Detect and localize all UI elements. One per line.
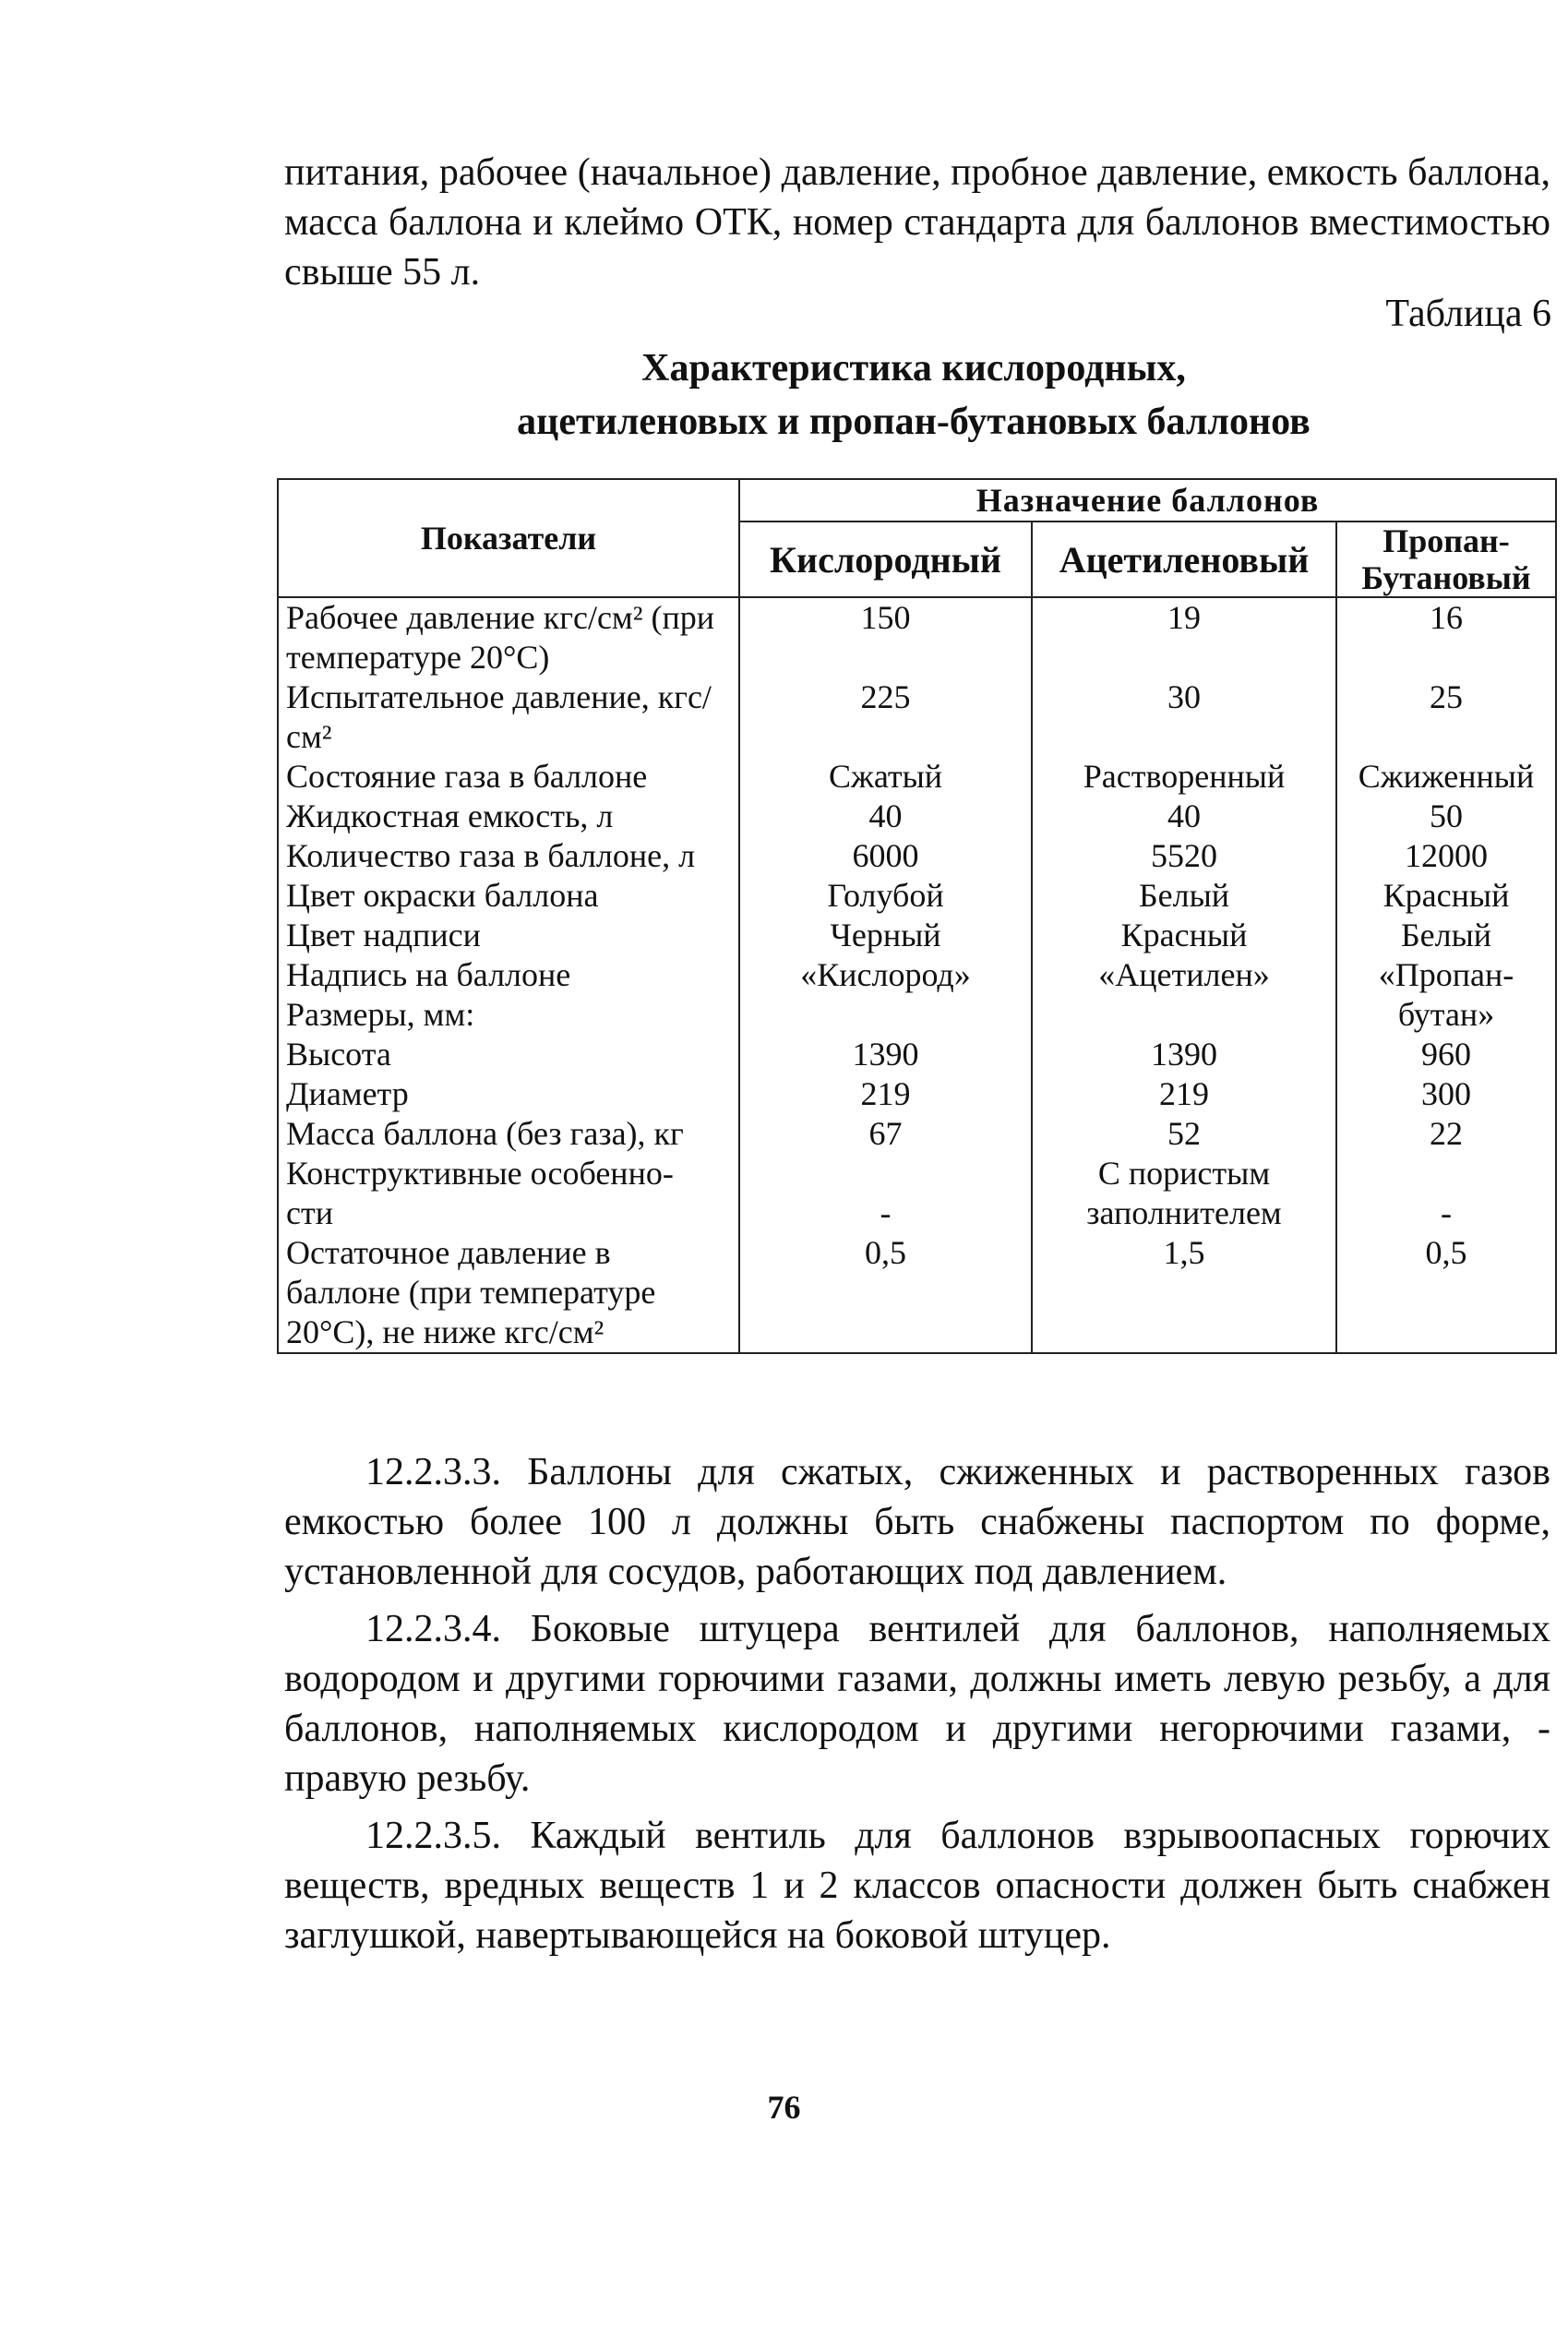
oxygen-value-cell: 150 (739, 597, 1032, 677)
param-cell: Остаточное давление в баллоне (при температуре 20°С), не ниже кгс/см² (278, 1233, 739, 1353)
table-label: Таблица 6 (1385, 293, 1551, 335)
page-number: 76 (767, 2089, 801, 2126)
oxygen-value-cell: - (739, 1193, 1032, 1233)
param-cell: Количество газа в баллоне, л (278, 836, 739, 876)
param-cell: сти (278, 1193, 739, 1233)
table-title-line-2: ацетиленовых и пропан-бутановых баллонов (517, 401, 1311, 443)
header-cylinder-purpose: Назначение баллонов (739, 479, 1556, 522)
header-oxygen: Кислородный (739, 522, 1032, 597)
oxygen-value-cell: Сжатый (739, 757, 1032, 797)
acetylene-value-cell: 52 (1032, 1114, 1336, 1154)
table-row (278, 916, 1556, 955)
param-cell: Надпись на баллоне (278, 955, 739, 995)
oxygen-value-cell: Черный (739, 916, 1032, 955)
table-row (278, 1074, 1556, 1114)
oxygen-value-cell: 0,5 (739, 1233, 1032, 1353)
oxygen-value-cell: 1390 (739, 1035, 1032, 1074)
table-row (278, 836, 1556, 876)
param-cell: Высота (278, 1035, 739, 1074)
acetylene-value-cell: Растворенный (1032, 757, 1336, 797)
propane-value-cell: 960 (1336, 1035, 1556, 1074)
acetylene-value-cell: 1,5 (1032, 1233, 1336, 1353)
table-title-line-1: Характеристика кислородных, (641, 347, 1186, 390)
oxygen-value-cell: 225 (739, 677, 1032, 757)
cylinder-spec-table (277, 478, 1557, 1354)
acetylene-value-cell: «Ацетилен» (1032, 955, 1336, 995)
paragraph-text: 12.2.3.5. Каждый вентиль для баллонов взрывоопасных горючих веществ, вредных веществ 1 и 2 классов опасности должен быть снабжен заглушкой, навертывающейся на боковой штуцер. (284, 1815, 1550, 1957)
table-row (278, 1114, 1556, 1154)
paragraph-12-2-3-3 (284, 1447, 1550, 1597)
acetylene-value-cell: Белый (1032, 876, 1336, 916)
oxygen-value-cell: 6000 (739, 836, 1032, 876)
propane-value-cell: 22 (1336, 1114, 1556, 1154)
table-row (278, 797, 1556, 836)
header-acetylene: Ацетиленовый (1032, 522, 1336, 597)
acetylene-value-cell: Красный (1032, 916, 1336, 955)
table-row (278, 597, 1556, 677)
param-cell: Состояние газа в баллоне (278, 757, 739, 797)
propane-value-cell: 0,5 (1336, 1233, 1556, 1353)
header-parameters: Показатели (278, 479, 739, 597)
table-row (278, 1233, 1556, 1353)
param-cell: Размеры, мм: (278, 995, 739, 1035)
table-row (278, 876, 1556, 916)
propane-value-cell: 16 (1336, 597, 1556, 677)
param-cell: Рабочее давление кгс/см² (при температуре 20°С) (278, 597, 739, 677)
param-cell: Конструктивные особенно- (278, 1154, 739, 1193)
propane-value-cell: 12000 (1336, 836, 1556, 876)
paragraph-12-2-3-5 (284, 1811, 1550, 1960)
intro-paragraph: питания, рабочее (начальное) давление, пробное давление, емкость баллона, масса баллона и клеймо ОТК, номер стандарта для баллонов вместимостью свыше 55 л. (284, 151, 1550, 294)
param-cell: Жидкостная емкость, л (278, 797, 739, 836)
paragraph-12-2-3-4 (284, 1604, 1550, 1804)
table-row (278, 995, 1556, 1035)
param-cell: Испытательное давление, кгс/см² (278, 677, 739, 757)
propane-value-cell: бутан» (1336, 995, 1556, 1035)
table-row (278, 1193, 1556, 1233)
propane-value-cell: 50 (1336, 797, 1556, 836)
table-row (278, 757, 1556, 797)
propane-value-cell: Белый (1336, 916, 1556, 955)
oxygen-value-cell: «Кислород» (739, 955, 1032, 995)
acetylene-value-cell: 5520 (1032, 836, 1336, 876)
acetylene-value-cell: 1390 (1032, 1035, 1336, 1074)
acetylene-value-cell: 19 (1032, 597, 1336, 677)
propane-value-cell (1336, 1154, 1556, 1193)
table-body (278, 597, 1556, 1353)
table-row (278, 1154, 1556, 1193)
acetylene-value-cell: заполнителем (1032, 1193, 1336, 1233)
acetylene-value-cell: 40 (1032, 797, 1336, 836)
oxygen-value-cell: Голубой (739, 876, 1032, 916)
paragraph-text: 12.2.3.4. Боковые штуцера вентилей для баллонов, наполняемых водородом и другими горючими газами, должны иметь левую резьбу, а для баллонов, наполняемых кислородом и другими негорючими газами, - правую резьбу. (284, 1608, 1550, 1800)
header-propane-butane: Пропан-Бутановый (1336, 522, 1556, 597)
table-title (277, 342, 1550, 449)
propane-value-cell: 25 (1336, 677, 1556, 757)
param-cell: Диаметр (278, 1074, 739, 1114)
oxygen-value-cell: 219 (739, 1074, 1032, 1114)
oxygen-value-cell (739, 995, 1032, 1035)
param-cell: Цвет надписи (278, 916, 739, 955)
propane-value-cell: Красный (1336, 876, 1556, 916)
table-row (278, 955, 1556, 995)
oxygen-value-cell: 40 (739, 797, 1032, 836)
acetylene-value-cell: С пористым (1032, 1154, 1336, 1193)
propane-value-cell: Сжиженный (1336, 757, 1556, 797)
oxygen-value-cell (739, 1154, 1032, 1193)
table-row (278, 1035, 1556, 1074)
acetylene-value-cell: 30 (1032, 677, 1336, 757)
table-row (278, 677, 1556, 757)
param-cell: Масса баллона (без газа), кг (278, 1114, 739, 1154)
param-cell: Цвет окраски баллона (278, 876, 739, 916)
propane-value-cell: 300 (1336, 1074, 1556, 1114)
propane-value-cell: - (1336, 1193, 1556, 1233)
acetylene-value-cell (1032, 995, 1336, 1035)
acetylene-value-cell: 219 (1032, 1074, 1336, 1114)
paragraph-text: 12.2.3.3. Баллоны для сжатых, сжиженных и растворенных газов емкостью более 100 л должны быть снабжены паспортом по форме, установленной для сосудов, работающих под давлением. (284, 1451, 1550, 1593)
oxygen-value-cell: 67 (739, 1114, 1032, 1154)
propane-value-cell: «Пропан- (1336, 955, 1556, 995)
